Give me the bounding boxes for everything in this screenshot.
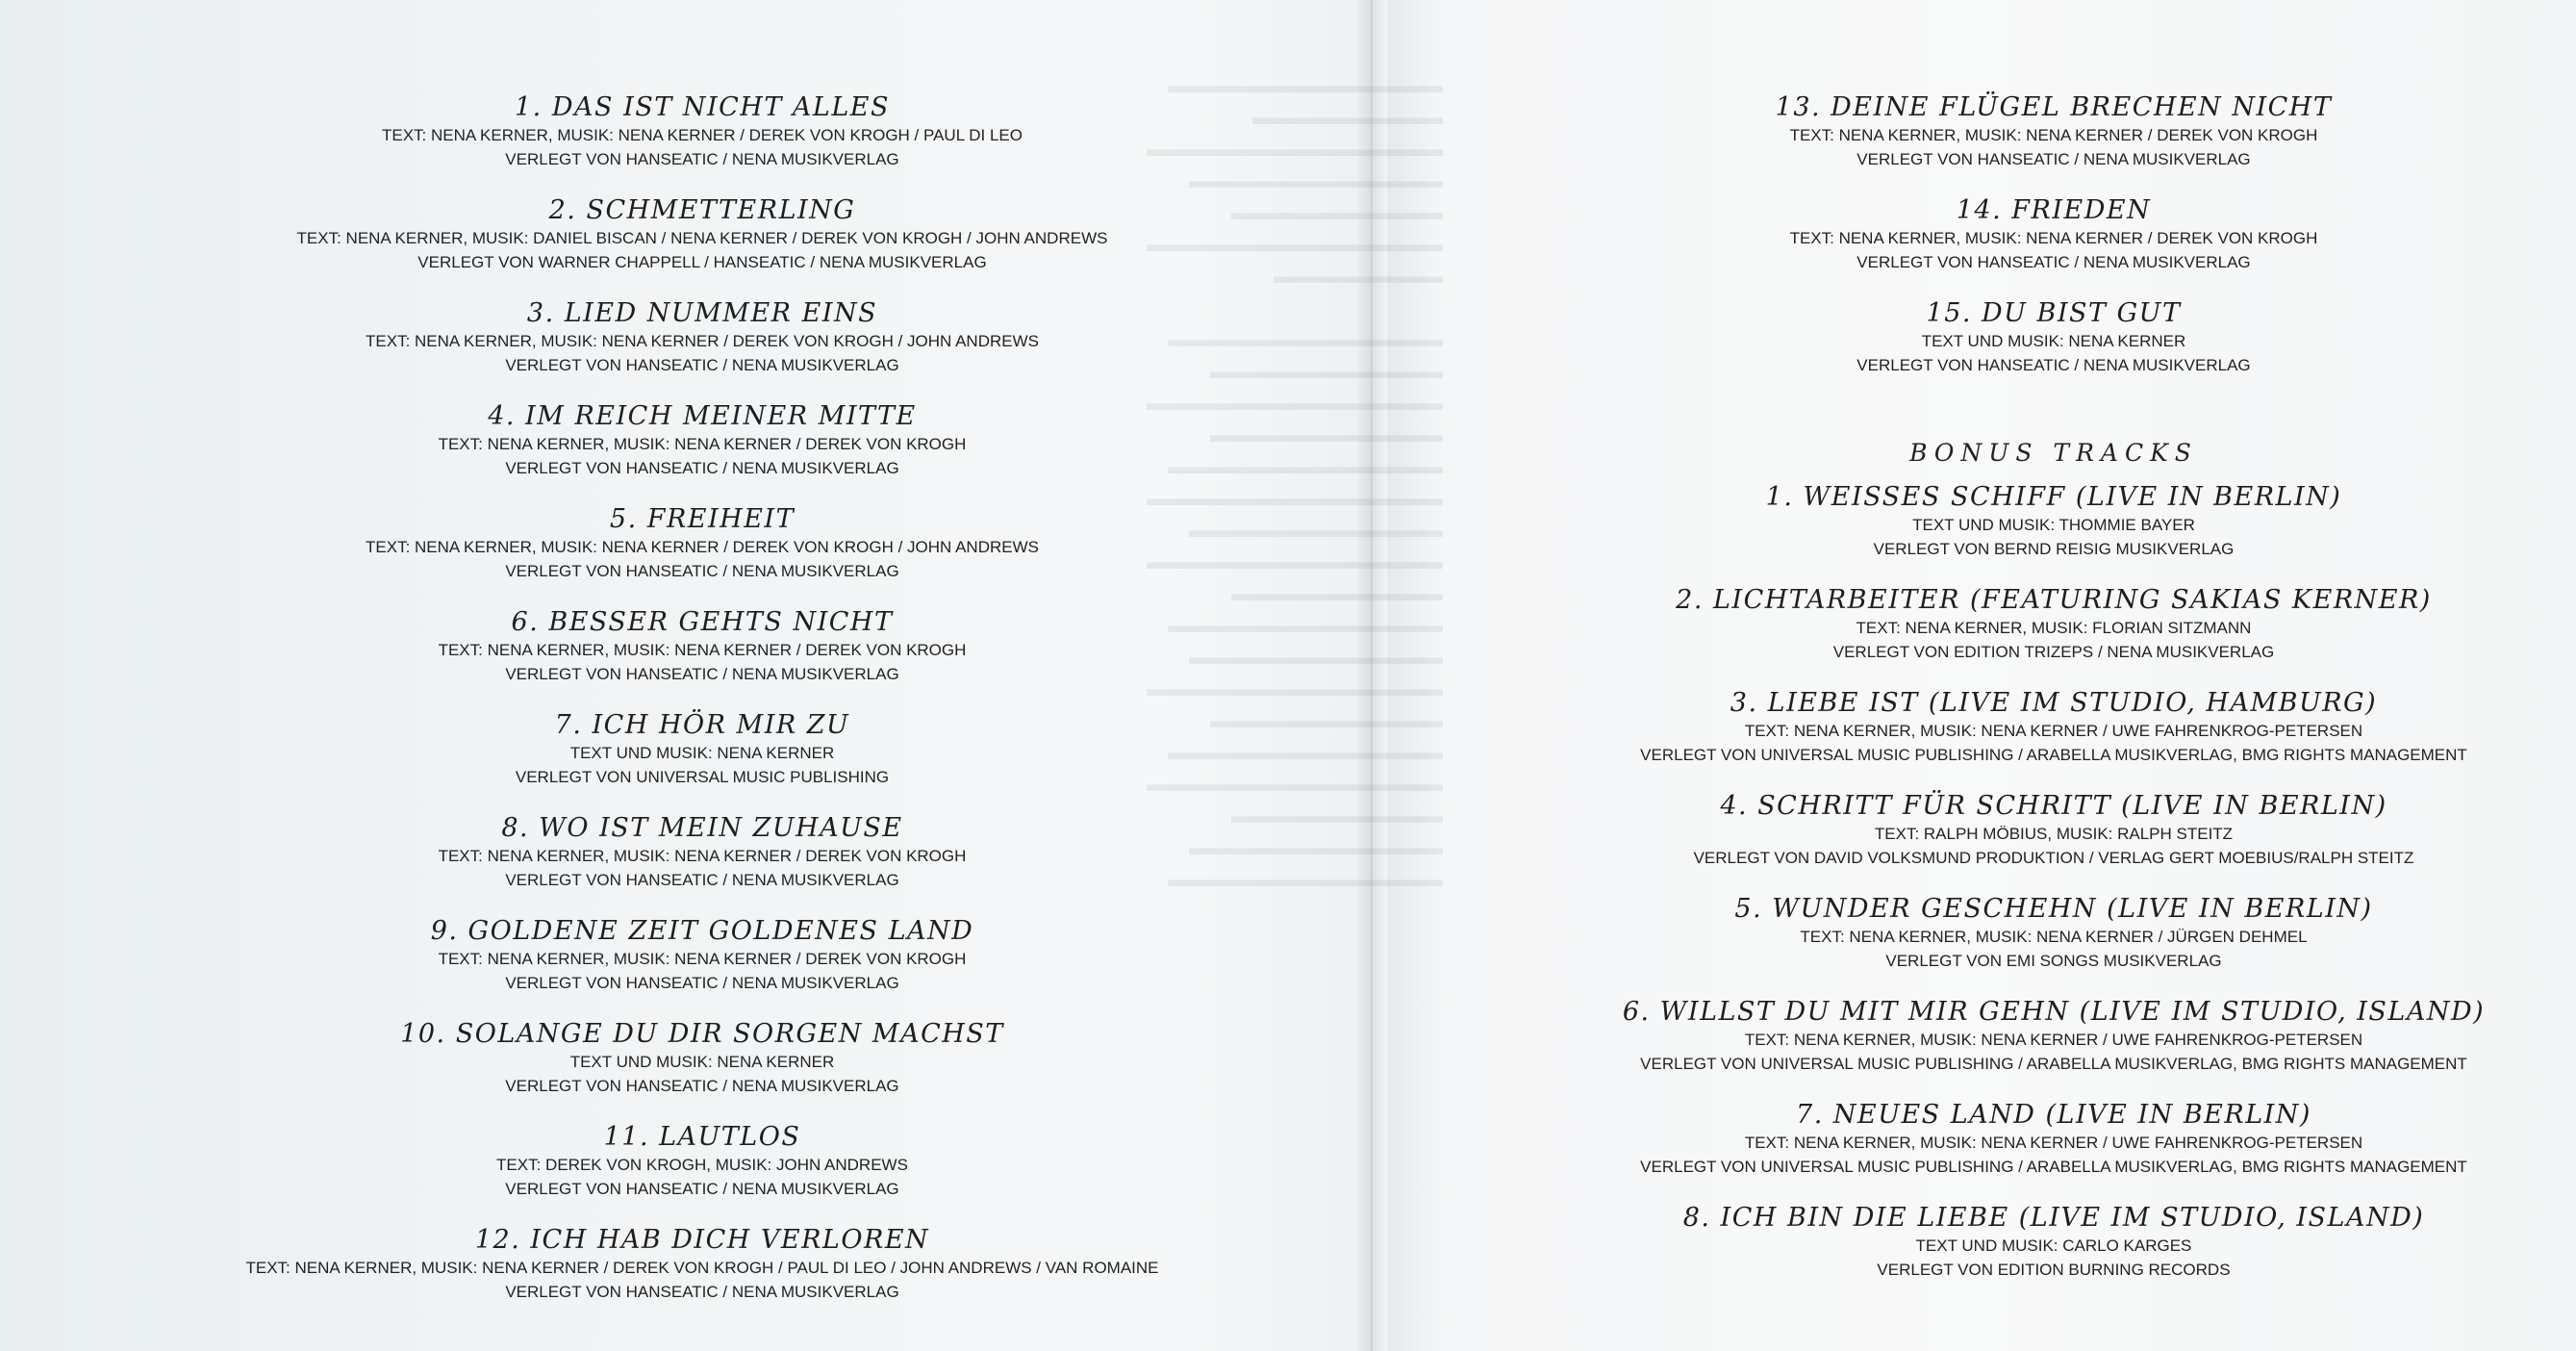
track-publisher: VERLEGT VON WARNER CHAPPELL / HANSEATIC / NENA MUSIKVERLAG [417, 253, 987, 271]
track-title: 12. ICH HAB DICH VERLOREN [474, 1225, 930, 1255]
track-entry [439, 401, 967, 480]
track-title: 11. LAUTLOS [603, 1122, 801, 1152]
track-publisher: VERLEGT VON HANSEATIC / NENA MUSIKVERLAG [1856, 150, 2251, 168]
track-publisher: VERLEGT VON BERND REISIG MUSIKVERLAG [1873, 540, 2235, 558]
track-publisher: VERLEGT VON HANSEATIC / NENA MUSIKVERLAG [505, 871, 899, 889]
track-entry [1683, 1203, 2425, 1282]
track-credits: TEXT UND MUSIK: NENA KERNER [1921, 332, 2186, 350]
track-credits: TEXT: RALPH MÖBIUS, MUSIK: RALPH STEITZ [1874, 825, 2234, 843]
track-publisher: VERLEGT VON HANSEATIC / NENA MUSIKVERLAG [505, 1077, 899, 1095]
track-entry [1856, 298, 2250, 377]
track-publisher: VERLEGT VON HANSEATIC / NENA MUSIKVERLAG [505, 1283, 899, 1301]
track-entry [496, 1122, 908, 1201]
track-title: 9. GOLDENE ZEIT GOLDENES LAND [430, 916, 974, 946]
bleed-through-texture: ▬▬▬▬▬▬▬▬▬▬▬▬▬ ▬▬▬▬▬▬▬▬▬ ▬▬▬▬▬▬▬▬▬▬▬▬▬▬ ▬▬▬▬▬▬▬▬▬▬▬▬ ▬▬▬▬▬▬▬▬▬▬ ▬▬▬▬▬▬▬▬▬▬▬▬▬▬ ▬▬▬▬▬▬▬▬ ▬▬▬▬▬▬▬▬▬▬▬▬▬ ▬▬▬▬▬▬▬▬▬▬▬ ▬▬▬▬▬▬▬▬▬▬▬▬▬▬ ▬▬▬▬▬▬▬▬▬▬▬ ▬▬▬▬▬▬▬▬▬▬▬▬▬ ▬▬▬▬▬▬▬▬▬▬▬▬▬▬ ▬▬▬▬▬▬▬▬▬▬▬▬ ▬▬▬▬▬▬▬▬▬▬▬▬▬▬ ▬▬▬▬▬▬▬▬▬▬ ▬▬▬▬▬▬▬▬▬▬▬▬▬ ▬▬▬▬▬▬▬▬▬▬▬▬ ▬▬▬▬▬▬▬▬▬▬▬▬▬▬ ▬▬▬▬▬▬▬▬▬▬▬ ▬▬▬▬▬▬▬▬▬▬▬▬▬ ▬▬▬▬▬▬▬▬▬▬▬▬▬▬ ▬▬▬▬▬▬▬▬▬▬ ▬▬▬▬▬▬▬▬▬▬▬▬ ▬▬▬▬▬▬▬▬▬▬▬▬▬ [1147, 73, 1443, 891]
track-title: 8. ICH BIN DIE LIEBE (LIVE IM STUDIO, ISLAND) [1682, 1203, 2425, 1233]
track-credits: TEXT: NENA KERNER, MUSIK: NENA KERNER / DEREK VON KROGH [438, 435, 967, 453]
track-publisher: VERLEGT VON HANSEATIC / NENA MUSIKVERLAG [505, 150, 899, 168]
track-title: 5. WUNDER GESCHEHN (LIVE IN BERLIN) [1734, 894, 2373, 924]
track-entry [516, 710, 889, 789]
track-entry [1623, 997, 2485, 1076]
track-credits: TEXT: NENA KERNER, MUSIK: NENA KERNER / JÜRGEN DEHMEL [1800, 928, 2308, 946]
track-credits: TEXT UND MUSIK: NENA KERNER [569, 744, 835, 762]
track-publisher: VERLEGT VON UNIVERSAL MUSIC PUBLISHING [515, 768, 890, 786]
track-title: 3. LIEBE IST (LIVE IM STUDIO, HAMBURG) [1730, 688, 2378, 718]
track-title: 3. LIED NUMMER EINS [526, 298, 878, 328]
track-entry [431, 916, 974, 995]
bonus-tracks-heading: BONUS TRACKS [1909, 439, 2198, 467]
track-credits: TEXT: NENA KERNER, MUSIK: NENA KERNER / UWE FAHRENKROG-PETERSEN [1744, 722, 2363, 740]
track-entry [382, 92, 1023, 171]
track-credits: TEXT: NENA KERNER, MUSIK: NENA KERNER / DEREK VON KROGH [438, 641, 967, 659]
track-entry [245, 1225, 1158, 1304]
track-title: 1. WEISSES SCHIFF (LIVE IN BERLIN) [1765, 482, 2342, 512]
track-entry [1676, 585, 2432, 664]
track-credits: TEXT: NENA KERNER, MUSIK: NENA KERNER / DEREK VON KROGH / PAUL DI LEO [382, 126, 1023, 144]
track-publisher: VERLEGT VON EDITION TRIZEPS / NENA MUSIKVERLAG [1832, 643, 2275, 661]
track-credits: TEXT UND MUSIK: NENA KERNER [569, 1053, 835, 1071]
track-title: 14. FRIEDEN [1956, 195, 2152, 225]
track-credits: TEXT: NENA KERNER, MUSIK: NENA KERNER / DEREK VON KROGH [438, 950, 967, 968]
track-credits: TEXT: NENA KERNER, MUSIK: NENA KERNER / DEREK VON KROGH [1789, 126, 2318, 144]
track-credits: TEXT: DEREK VON KROGH, MUSIK: JOHN ANDREWS [496, 1156, 908, 1174]
tracklist-main-continued [1776, 92, 2333, 401]
track-title: 8. WO IST MEIN ZUHAUSE [501, 813, 903, 843]
track-credits: TEXT: NENA KERNER, MUSIK: NENA KERNER / UWE FAHRENKROG-PETERSEN [1744, 1031, 2363, 1049]
track-entry [366, 504, 1039, 583]
track-entry [366, 298, 1039, 377]
track-publisher: VERLEGT VON HANSEATIC / NENA MUSIKVERLAG [505, 356, 899, 374]
track-entry [439, 607, 967, 686]
track-credits: TEXT: NENA KERNER, MUSIK: NENA KERNER / DEREK VON KROGH [1789, 229, 2318, 247]
track-title: 4. IM REICH MEINER MITTE [488, 401, 917, 431]
track-entry [1790, 195, 2318, 274]
track-entry [1766, 482, 2342, 561]
track-credits: TEXT: NENA KERNER, MUSIK: NENA KERNER / DEREK VON KROGH / JOHN ANDREWS [366, 332, 1039, 350]
track-title: 1. DAS IST NICHT ALLES [515, 92, 890, 122]
track-entry [400, 1019, 1004, 1098]
track-title: 13. DEINE FLÜGEL BRECHEN NICHT [1775, 92, 2333, 122]
track-publisher: VERLEGT VON HANSEATIC / NENA MUSIKVERLAG [505, 665, 899, 683]
track-publisher: VERLEGT VON UNIVERSAL MUSIC PUBLISHING / ARABELLA MUSIKVERLAG, BMG RIGHTS MANAGEMENT [1640, 1158, 2467, 1176]
track-entry [1694, 791, 2414, 870]
track-credits: TEXT: NENA KERNER, MUSIK: FLORIAN SITZMANN [1856, 619, 2252, 637]
track-credits: TEXT: NENA KERNER, MUSIK: NENA KERNER / DEREK VON KROGH / PAUL DI LEO / JOHN ANDREWS / VAN ROMAINE [245, 1259, 1159, 1277]
track-publisher: VERLEGT VON HANSEATIC / NENA MUSIKVERLAG [1856, 356, 2251, 374]
track-publisher: VERLEGT VON EDITION BURNING RECORDS [1877, 1261, 2231, 1279]
track-publisher: VERLEGT VON EMI SONGS MUSIKVERLAG [1885, 952, 2222, 970]
track-publisher: VERLEGT VON HANSEATIC / NENA MUSIKVERLAG [1856, 253, 2251, 271]
tracklist-left [192, 92, 1212, 1328]
track-entry [1734, 894, 2372, 973]
track-credits: TEXT UND MUSIK: THOMMIE BAYER [1912, 516, 2195, 534]
track-title: 15. DU BIST GUT [1926, 298, 2182, 328]
track-entry [1640, 1100, 2467, 1179]
track-entry [439, 813, 967, 892]
track-publisher: VERLEGT VON HANSEATIC / NENA MUSIKVERLAG [505, 562, 899, 580]
track-title: 4. SCHRITT FÜR SCHRITT (LIVE IN BERLIN) [1720, 791, 2387, 821]
track-credits: TEXT UND MUSIK: CARLO KARGES [1915, 1236, 2192, 1255]
track-title: 2. SCHMETTERLING [548, 195, 856, 225]
track-publisher: VERLEGT VON DAVID VOLKSMUND PRODUKTION / VERLAG GERT MOEBIUS/RALPH STEITZ [1693, 849, 2414, 867]
track-publisher: VERLEGT VON UNIVERSAL MUSIC PUBLISHING / ARABELLA MUSIKVERLAG, BMG RIGHTS MANAGEMENT [1640, 1055, 2467, 1073]
track-title: 5. FREIHEIT [609, 504, 796, 534]
track-publisher: VERLEGT VON UNIVERSAL MUSIC PUBLISHING / ARABELLA MUSIKVERLAG, BMG RIGHTS MANAGEMENT [1640, 746, 2467, 764]
track-title: 6. BESSER GEHTS NICHT [511, 607, 894, 637]
track-credits: TEXT: NENA KERNER, MUSIK: NENA KERNER / DEREK VON KROGH [438, 847, 967, 865]
track-credits: TEXT: NENA KERNER, MUSIK: NENA KERNER / UWE FAHRENKROG-PETERSEN [1744, 1134, 2363, 1152]
track-entry [1640, 688, 2467, 767]
tracklist-right [1597, 92, 2511, 1306]
track-publisher: VERLEGT VON HANSEATIC / NENA MUSIKVERLAG [505, 1180, 899, 1198]
track-credits: TEXT: NENA KERNER, MUSIK: NENA KERNER / DEREK VON KROGH / JOHN ANDREWS [366, 538, 1039, 556]
track-credits: TEXT: NENA KERNER, MUSIK: DANIEL BISCAN / NENA KERNER / DEREK VON KROGH / JOHN ANDREWS [296, 229, 1108, 247]
track-title: 10. SOLANGE DU DIR SORGEN MACHST [400, 1019, 1004, 1049]
track-entry [297, 195, 1108, 274]
track-publisher: VERLEGT VON HANSEATIC / NENA MUSIKVERLAG [505, 974, 899, 992]
track-title: 2. LICHTARBEITER (FEATURING SAKIAS KERNER) [1676, 585, 2432, 615]
bonus-tracklist [1623, 482, 2485, 1306]
track-title: 7. ICH HÖR MIR ZU [554, 710, 850, 740]
track-title: 6. WILLST DU MIT MIR GEHN (LIVE IM STUDIO, ISLAND) [1622, 997, 2486, 1027]
track-title: 7. NEUES LAND (LIVE IN BERLIN) [1796, 1100, 2311, 1130]
track-publisher: VERLEGT VON HANSEATIC / NENA MUSIKVERLAG [505, 459, 899, 477]
track-entry [1776, 92, 2333, 171]
